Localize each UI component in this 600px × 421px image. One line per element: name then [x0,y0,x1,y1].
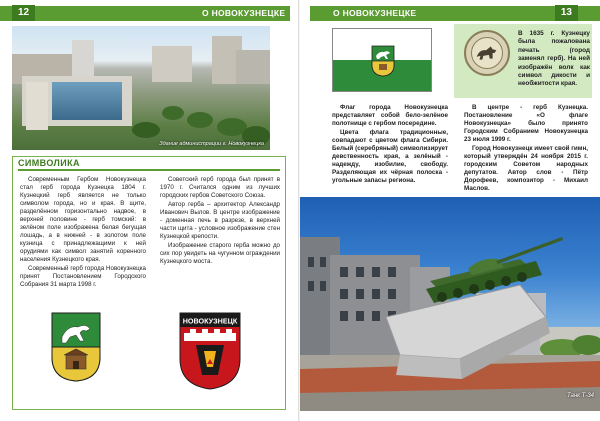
page-number: 13 [555,5,578,21]
tank-monument-photo [300,197,600,411]
soviet-crest-label: НОВОКУЗНЕЦК [182,316,238,326]
section-title: СИМВОЛИКА [18,158,80,168]
paragraph: Изображение старого герба можно до сих пор увидеть на чугунном ограждении Кузнецкого моста. [160,242,280,265]
right-page [300,0,600,421]
paragraph: Цвета флага традиционные, совпадают с цветом флага Сибири. Белый (серебряный) символизирует девственность края, а зелёный - надежду, изобилие, свободу. Разделяющая их чёрная полоска - угольные запасы региона. [332,129,448,184]
paragraph: Советский герб города был принят в 1970 г. Считался одним из лучших городских гербов Советского Союза. [160,176,280,199]
running-head: О НОВОКУЗНЕЦКЕ [202,8,286,18]
text-column-1 [20,176,146,290]
kuznetsk-seal-image [464,30,510,76]
seal-info-text: В 1635 г. Кузнецку была пожалована печать (город заменял герб). На ней изображён волк как символ дикости и необжитости края. [518,30,590,88]
paragraph: Современный герб города Новокузнецка принят Постановлением Городского Собрания 31 марта 1998 г. [20,265,146,288]
paragraph: Город Новокузнецк имеет свой гимн, который утверждён 24 ноября 2015 г. городским Советом народных депутатов. Автор слов - Пётр Дорофеев, композитор - Михаил Маслов. [464,145,589,192]
running-head: О НОВОКУЗНЕЦКЕ [333,8,417,18]
anthem-text-column [464,104,588,194]
photo-caption: Танк Т-34 [566,393,594,399]
page-number: 12 [12,5,35,21]
flag-coat-of-arms [371,45,395,77]
wolf-icon [472,38,502,68]
novokuznetsk-coat-of-arms [50,311,102,383]
administration-building-photo [12,26,270,150]
novokuznetsk-flag [332,28,432,92]
paragraph: Современным Гербом Новокузнецка стал герб города Кузнецка 1804 г. Кузнецкий герб является не только символом города, но и края. В щите, разделённом горизонтально надвое, в верхней половине - герб томский: в зелёном поле изображена белая бегущая лошадь, а в нижней - в золотом поле кузница с принадлежащими к ней орудиями как символ занятий коренного населения Кузнецкого края. [20,176,146,263]
photo-caption: Здание администрации г. Новокузнецка [159,141,264,147]
paragraph: Автор герба – архитектор Александр Иванович Вылов. В центре изображение - доменная печь в разрезе, в верхней части щита - условное изображение стен Кузнецкой крепости. [160,201,280,240]
paragraph: Флаг города Новокузнецка представляет собой бело-зелёное полотнище с гербом посередине. [332,104,448,127]
text-column-2 [160,176,280,267]
paragraph: В центре - герб Кузнецка. Постановление «О флаге Новокузнецка» было принято Городским Собранием Новокузнецка 23 июля 1999 г. [464,104,588,143]
flag-text-column [332,104,448,186]
soviet-coat-of-arms [178,311,242,391]
